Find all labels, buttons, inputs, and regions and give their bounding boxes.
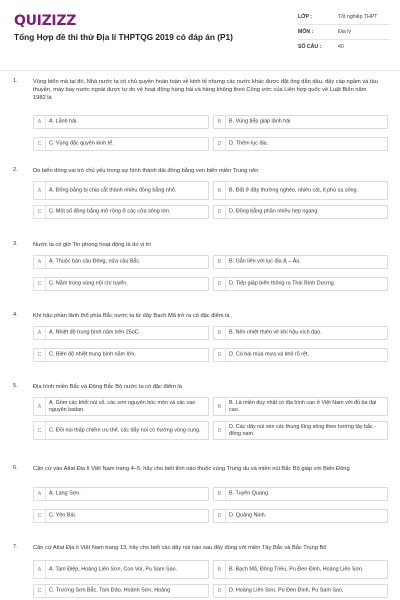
question-text: Căn cứ Atlat Địa lí Việt Nam trang 13, hãy cho biết các dãy núi nào sau đây đúng với miền Tây Bắc và Bắc Trung Bộ — [33, 545, 327, 551]
question-text: Do biển đóng vai trò chủ yếu trong sự hình thành dải đồng bằng ven biển miền Trung nên — [33, 168, 259, 174]
option-letter: D — [214, 585, 226, 597]
answer-option-c[interactable] — [33, 509, 209, 523]
option-letter: A — [34, 561, 46, 578]
meta-table — [298, 10, 390, 54]
answer-option-a[interactable] — [33, 115, 209, 129]
option-text: C. Đồi núi thấp chiếm ưu thế, các dãy núi có hướng vòng cung. — [49, 427, 201, 433]
answer-option-a[interactable] — [33, 560, 209, 579]
option-letter: B — [214, 488, 226, 500]
answer-option-b[interactable] — [213, 560, 388, 579]
answer-option-d[interactable] — [213, 348, 388, 362]
answer-option-d[interactable] — [213, 509, 388, 523]
option-text: D. Đồng bằng phần nhiều hẹp ngang. — [229, 208, 319, 215]
answer-option-d[interactable] — [213, 421, 388, 440]
meta-label: SỐ CÂU : — [298, 44, 322, 50]
option-letter: B — [214, 561, 226, 578]
meta-row-subject — [298, 25, 390, 40]
option-text: C. Một số đồng bằng mở rộng ở các cửa sông lớn. — [49, 208, 171, 215]
option-letter: D — [214, 278, 226, 290]
option-text: D. Các dãy núi xen các thung lũng sông theo hướng tây bắc - đông nam. — [229, 423, 377, 437]
option-text: B. Nền nhiệt thiên về khí hậu xích đạo. — [229, 329, 322, 336]
question-number: 4. — [13, 312, 18, 318]
option-text: D. Thềm lục địa. — [229, 140, 269, 147]
answer-option-c[interactable] — [33, 584, 209, 598]
option-text: D. Hoàng Liên Sơn, Pu Đen Đinh, Pu Sam Sao, — [229, 587, 344, 594]
meta-label: LỚP : — [298, 14, 313, 20]
question-number: 2. — [13, 167, 18, 173]
answer-option-d[interactable] — [213, 277, 388, 291]
option-letter: C — [34, 349, 46, 361]
answer-option-b[interactable] — [213, 115, 388, 129]
option-letter: B — [214, 327, 226, 339]
question-number: 6. — [13, 465, 18, 471]
meta-row-count — [298, 40, 390, 54]
option-letter: C — [34, 510, 46, 522]
option-text: A. Gồm các khối núi cổ, các sơn nguyên bóc mòn và các cao nguyên badan. — [49, 399, 196, 413]
option-letter: B — [214, 116, 226, 128]
option-letter: B — [214, 256, 226, 268]
question-number: 1. — [13, 78, 18, 84]
meta-label: MÔN : — [298, 29, 314, 35]
quizizz-logo: QUIZIZZ — [14, 13, 77, 29]
option-letter: C — [34, 422, 46, 439]
option-text: A. Lạng Sơn. — [49, 490, 81, 497]
option-text: B. Đất ở đây thường nghèo, nhiều cát, ít phù sa sông. — [229, 187, 359, 193]
question-text: Vùng biển mà tại đó, Nhà nước ta có chủ quyền hoàn toàn về kinh tế nhưng các nước khác được đặt ống dẫn dầu, dây cáp ngầm và tàu thuyền, máy bay nước ngoài được tự do về hoạt động hàng hải và hàng không theo Công ước của Liên hợp quốc về Luật Biển năm 1982 là — [33, 79, 378, 101]
option-letter: B — [214, 398, 226, 415]
answer-option-b[interactable] — [213, 255, 388, 269]
meta-row-class — [298, 10, 390, 25]
option-letter: A — [34, 488, 46, 500]
option-letter: A — [34, 116, 46, 128]
option-text: D. Có hai mùa mưa và khô rõ rệt. — [229, 351, 310, 358]
question-text: Căn cứ vào Atlat Địa lí Việt Nam trang 4–5, hãy cho biết tỉnh nào thuộc vùng Trung du và miền núi Bắc Bộ giáp với Biển Đông — [33, 466, 350, 472]
question-number: 5. — [13, 383, 18, 389]
option-letter: A — [34, 182, 46, 199]
option-text: B. Bạch Mã, Đông Triều, Pu Đen Đinh, Hoàng Liên Sơn. — [229, 566, 364, 572]
option-text: A. Nhiệt độ trung bình năm trên 25oC. — [49, 329, 141, 336]
answer-option-d[interactable] — [213, 584, 388, 598]
page-title: Tổng Hợp đề thi thử Địa lí THPTQG 2019 có đáp án (P1) — [14, 32, 233, 42]
option-letter: D — [214, 510, 226, 522]
answer-option-b[interactable] — [213, 326, 388, 340]
option-text: A. Thuộc bán cầu Đông, nửa cầu Bắc. — [49, 258, 141, 265]
meta-value: Địa lý — [338, 29, 351, 35]
option-letter: A — [34, 398, 46, 415]
answer-option-d[interactable] — [213, 137, 388, 151]
question-text: Khí hậu phần lãnh thổ phía Bắc nước ta từ dãy Bạch Mã trở ra có đặc điểm là — [33, 313, 230, 319]
option-text: C. Trường Sơn Bắc, Tam Đảo, Hoành Sơn, Hoàng — [49, 587, 171, 594]
option-letter: D — [214, 206, 226, 218]
option-text: D. Quảng Ninh. — [229, 512, 267, 519]
question-number: 7. — [13, 544, 18, 550]
answer-option-a[interactable] — [33, 487, 209, 501]
option-text: C. Yên Bái. — [49, 512, 77, 519]
option-text: C. Nằm trong vùng nội chí tuyến. — [49, 280, 128, 287]
answer-option-c[interactable] — [33, 205, 209, 219]
option-letter: A — [34, 256, 46, 268]
answer-option-a[interactable] — [33, 326, 209, 340]
option-text: B. Vùng tiếp giáp lãnh hải — [229, 118, 291, 125]
option-text: B. Gắn liền với lục địa Á – Âu. — [229, 258, 301, 265]
answer-option-c[interactable] — [33, 137, 209, 151]
option-letter: A — [34, 327, 46, 339]
answer-option-b[interactable] — [213, 487, 388, 501]
option-letter: D — [214, 422, 226, 439]
meta-value: 40 — [338, 44, 344, 50]
option-letter: D — [214, 138, 226, 150]
answer-option-b[interactable] — [213, 181, 388, 200]
answer-option-d[interactable] — [213, 205, 388, 219]
option-text: A. Lãnh hải. — [49, 118, 78, 125]
option-letter: D — [214, 349, 226, 361]
option-text: A. Tam Điệp, Hoàng Liên Sơn, Con Voi, Pu Sam Sao. — [49, 566, 178, 572]
option-letter: B — [214, 182, 226, 199]
option-text: B. Là miền duy nhất có địa hình cao ở Việt Nam với đủ ba đai cao. — [229, 399, 377, 413]
answer-option-b[interactable] — [213, 397, 388, 416]
question-text: Địa hình miền Bắc và Đông Bắc Bộ nước ta có đặc điểm là — [33, 384, 182, 390]
option-letter: C — [34, 585, 46, 597]
option-text: B. Tuyên Quang. — [229, 490, 270, 497]
option-letter: C — [34, 278, 46, 290]
option-text: D. Tiếp giáp biển thông ra Thái Bình Dương — [229, 280, 334, 287]
answer-option-c[interactable] — [33, 421, 209, 440]
answer-option-c[interactable] — [33, 348, 209, 362]
worksheet-header — [0, 0, 400, 71]
meta-value: Tốt nghiệp THPT — [338, 14, 378, 20]
question-number: 3. — [13, 241, 18, 247]
answer-option-c[interactable] — [33, 277, 209, 291]
question-text: Nước ta có giờ Tin phong hoạt động là do vị trí — [33, 242, 151, 248]
option-text: A. Đồng bằng bị chia cắt thành nhiều đồng bằng nhỏ. — [49, 187, 177, 193]
option-text: C. Biên độ nhiệt trung bình năm lớn. — [49, 351, 136, 358]
option-text: C. Vùng đặc quyền kinh tế. — [49, 140, 114, 147]
answer-option-a[interactable] — [33, 255, 209, 269]
option-letter: C — [34, 138, 46, 150]
answer-option-a[interactable] — [33, 181, 209, 200]
option-letter: C — [34, 206, 46, 218]
answer-option-a[interactable] — [33, 397, 209, 416]
